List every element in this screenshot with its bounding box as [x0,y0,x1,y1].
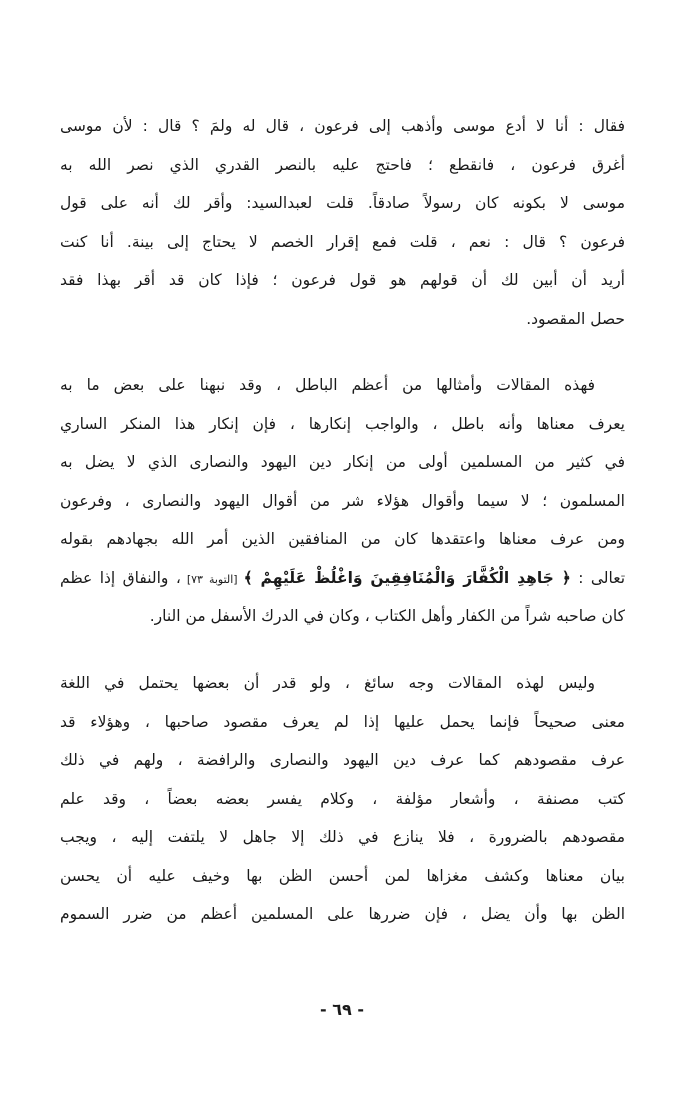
text-line: مقصودهم بالضرورة ، فلا ينازع في ذلك إلا جاهل لا يلتفت إليه ، ويجب [60,828,625,846]
text-line: كتب مصنفة ، وأشعار مؤلفة ، وكلام يفسر بعضه بعضاً ، وقد علم [60,789,625,808]
text-line: أغرق فرعون ، فانقطع ؛ فاحتج عليه بالنصر القدري الذي نصر الله به [60,155,625,174]
text-line: فقال : أنا لا أدع موسى وأذهب إلى فرعون ، قال له ولمَ ؟ قال : لأن موسى [60,117,625,135]
text-line: كان صاحبه شراً من الكفار وأهل الكتاب ، وكان في الدرك الأسفل من النار. [149,607,625,625]
text-line: موسى لا بكونه كان رسولاً صادقاً. قلت لعبدالسيد: وأقر لك أنه على قول [60,194,625,212]
verse-continuation: ، والنفاق إذا عظم [60,568,181,587]
text-line: فهذه المقالات وأمثالها من أعظم الباطل ، وقد نبهنا على بعض ما به [60,376,595,394]
verse-intro: تعالى : [570,568,625,587]
text-line: وليس لهذه المقالات وجه سائغ ، ولو قدر أن بعضها يحتمل في اللغة [60,674,595,692]
text-line: في كثير من المسلمين أولى من إنكار دين اليهود والنصارى الذي لا يضل به [60,453,625,471]
text-line: فرعون ؟ قال : نعم ، قلت فمع إقرار الخصم لا يحتاج إلى بينة. أنا كنت [60,232,625,251]
verse-line [60,559,625,598]
text-line: أريد أن أبين لك أن قولهم هو قول فرعون ؛ فإذا كان قد أقر بهذا فقد [60,271,625,289]
text-line: الظن بها وأن يضل ، فإن ضررها على المسلمين أعظم من ضرر السموم [60,905,625,923]
text-line: بيان معناها وكشف مغزاها لمن أحسن الظن بها وخيف عليه أن يحسن [60,866,625,885]
verse-reference: [التوبة ٧٣] [180,572,244,586]
text-line: المسلمون ؛ لا سيما وأقوال هؤلاء شر من أقوال اليهود والنصارى ، وفرعون [60,491,625,510]
text-line: ومن عرف معناها واعتقدها كان من المنافقين الذين أمر الله بجهادهم بقوله [60,530,625,548]
text-line: حصل المقصود. [526,309,625,328]
paragraph-2 [60,366,625,636]
quran-verse: ﴿ جَاهِدِ الْكُفَّارَ وَالْمُنَافِقِينَ وَاغْلُظْ عَلَيْهِمْ ﴾ [243,568,571,587]
text-line: عرف مقصودهم كما عرف دين اليهود والنصارى والرافضة ، ولهم في ذلك [60,751,625,769]
paragraph-1 [60,107,625,338]
text-line: يعرف معناها وأنه باطل ، والواجب إنكارها ، فإن إنكار هذا المنكر الساري [60,414,625,433]
text-line: معنى صحيحاً فإنما يحمل عليها إذا لم يعرف مقصود صاحبها ، وهؤلاء قد [60,712,625,731]
paragraph-3 [60,664,625,934]
page-number: - ٦٩ - [320,1000,364,1019]
